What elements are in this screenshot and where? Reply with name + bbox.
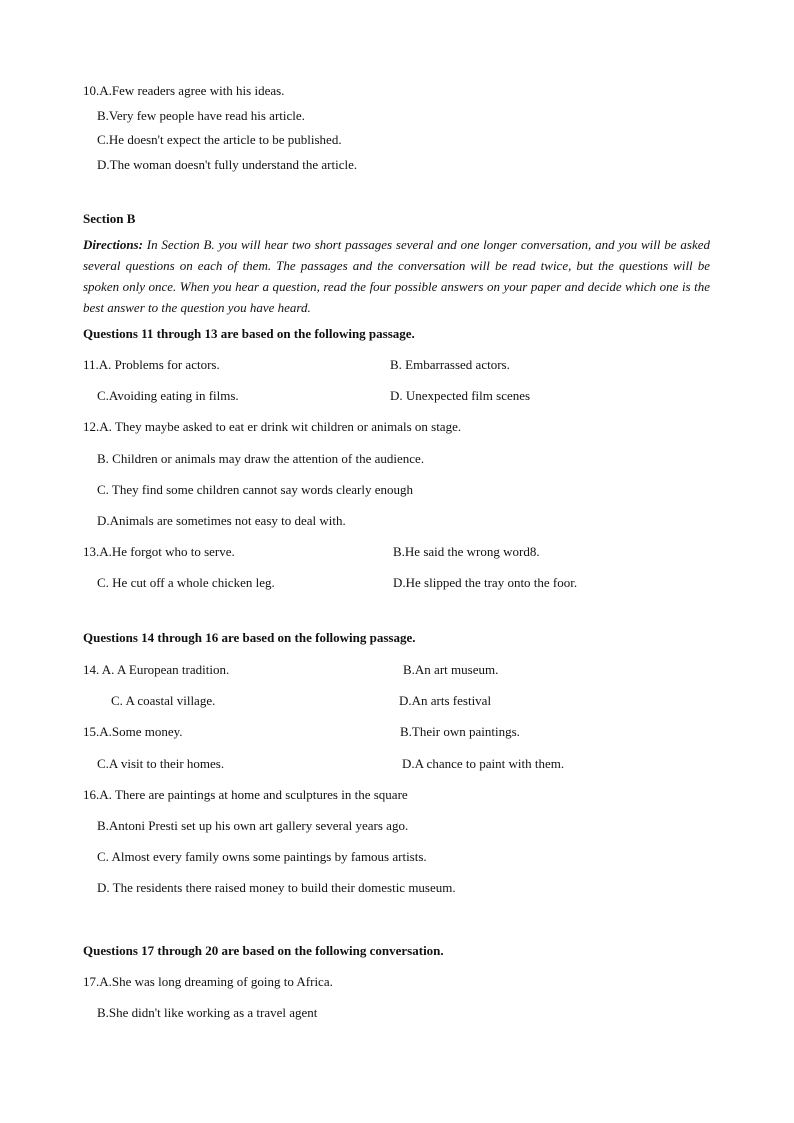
q14-option-d: D.An arts festival xyxy=(399,693,492,708)
q14-option-c: C. A coastal village. xyxy=(111,693,216,708)
q12-option-d: D.Animals are sometimes not easy to deal with. xyxy=(97,513,346,528)
q12-option-c: C. They find some children cannot say words clearly enough xyxy=(97,482,414,497)
q10-option-c: C.He doesn't expect the article to be published. xyxy=(97,132,342,147)
q12-option-b: B. Children or animals may draw the attention of the audience. xyxy=(97,451,425,466)
q10-option-d: D.The woman doesn't fully understand the article. xyxy=(97,157,358,172)
section-b-title: Section B xyxy=(83,211,136,226)
q16-option-b: B.Antoni Presti set up his own art gallery several years ago. xyxy=(97,818,409,833)
q10-option-b: B.Very few people have read his article. xyxy=(97,108,305,123)
q14-option-b: B.An art museum. xyxy=(403,662,499,677)
q10-option-a: 10.A.Few readers agree with his ideas. xyxy=(83,83,285,98)
directions-label: Directions: xyxy=(83,237,143,252)
q12-option-a: 12.A. They maybe asked to eat er drink wit children or animals on stage. xyxy=(83,419,462,434)
q13-option-d: D.He slipped the tray onto the foor. xyxy=(393,575,578,590)
section-b-directions xyxy=(83,234,710,318)
q11-option-b: B. Embarrassed actors. xyxy=(390,357,510,372)
q11-option-d: D. Unexpected film scenes xyxy=(390,388,531,403)
group1-heading: Questions 11 through 13 are based on the following passage. xyxy=(83,326,415,341)
q17-option-b: B.She didn't like working as a travel agent xyxy=(97,1005,318,1020)
directions-text: In Section B. you will hear two short passages several and one longer conversation, and you will be asked several questions on each of them. The passages and the conversation will be read twice, but the questions will be spoken only once. When you hear a question, read the four possible answers on your paper and decide which one is the best answer to the question you have heard. xyxy=(83,237,710,315)
q14-option-a: 14. A. A European tradition. xyxy=(83,662,230,677)
q11-option-a: 11.A. Problems for actors. xyxy=(83,357,220,372)
q13-option-b: B.He said the wrong word8. xyxy=(393,544,540,559)
q13-option-a: 13.A.He forgot who to serve. xyxy=(83,544,235,559)
q13-option-c: C. He cut off a whole chicken leg. xyxy=(97,575,275,590)
q15-option-d: D.A chance to paint with them. xyxy=(402,756,565,771)
q15-option-c: C.A visit to their homes. xyxy=(97,756,225,771)
q16-option-a: 16.A. There are paintings at home and sculptures in the square xyxy=(83,787,408,802)
group3-heading: Questions 17 through 20 are based on the following conversation. xyxy=(83,943,444,958)
group2-heading: Questions 14 through 16 are based on the following passage. xyxy=(83,630,416,645)
q16-option-c: C. Almost every family owns some paintings by famous artists. xyxy=(97,849,427,864)
q11-option-c: C.Avoiding eating in films. xyxy=(97,388,239,403)
q16-option-d: D. The residents there raised money to build their domestic museum. xyxy=(97,880,456,895)
q17-option-a: 17.A.She was long dreaming of going to Africa. xyxy=(83,974,333,989)
q15-option-a: 15.A.Some money. xyxy=(83,724,183,739)
q15-option-b: B.Their own paintings. xyxy=(400,724,520,739)
